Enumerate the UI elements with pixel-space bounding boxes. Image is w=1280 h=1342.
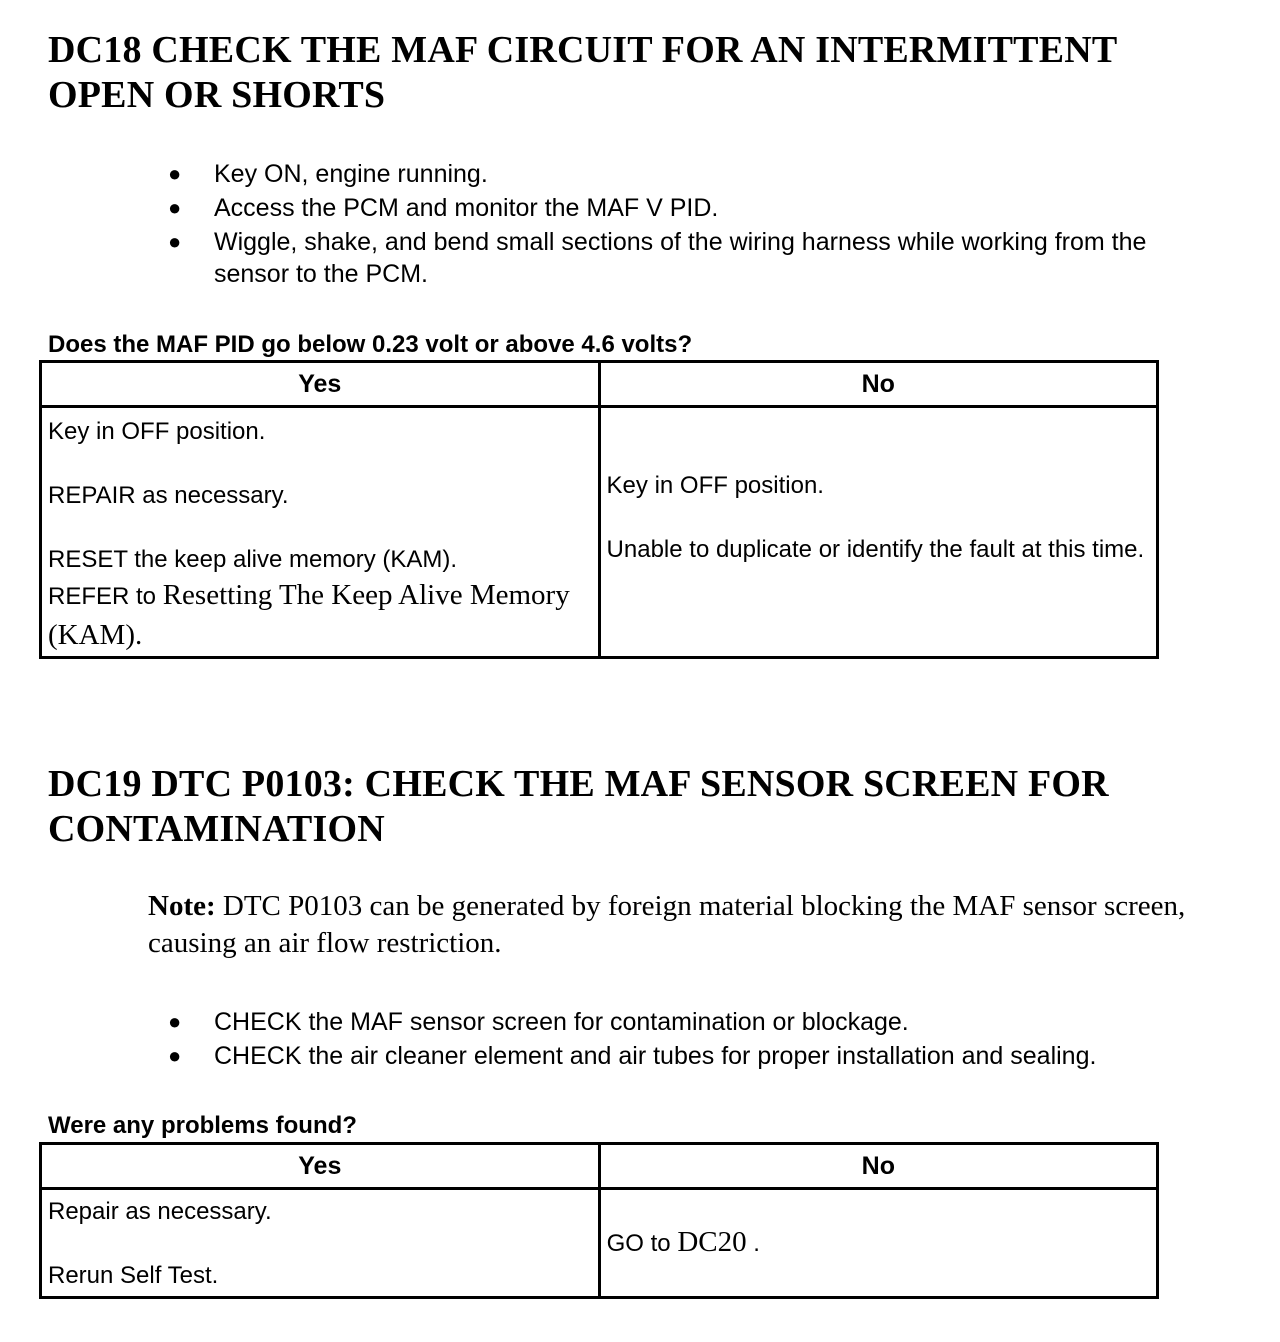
bullet-icon: ● [168,229,182,254]
decision-table-dc19 [39,1142,1159,1299]
no-line [607,1226,1150,1260]
no-line: Unable to duplicate or identify the fault at this time. [606,536,1145,563]
yes-line: Repair as necessary. [48,1198,272,1225]
step-text: Key ON, engine running. [214,160,488,188]
yes-line: RESET the keep alive memory (KAM). [48,546,458,573]
step-text: Access the PCM and monitor the MAF V PID. [214,194,719,222]
step-list-dc19 [150,1006,1220,1074]
dc20-link[interactable]: DC20 [677,1226,747,1258]
note-label: Note: [148,890,216,922]
goto-prefix: GO to [606,1230,671,1257]
section-heading-dc19: DC19 DTC P0103: CHECK THE MAF SENSOR SCREEN FOR CONTAMINATION [48,763,1109,850]
table-row [41,407,1158,658]
goto-suffix: . [753,1230,760,1257]
yes-column-header: Yes [41,362,600,407]
step-list-dc18 [150,158,1220,292]
table-header-row [41,362,1158,407]
bullet-icon: ● [168,195,182,220]
no-column-header: No [599,1144,1157,1189]
note-paragraph [148,888,1258,962]
no-cell [599,1189,1157,1298]
bullet-icon: ● [168,1009,182,1034]
decision-table-dc18 [39,360,1159,659]
section-heading-dc18: DC18 CHECK THE MAF CIRCUIT FOR AN INTERMITTENT OPEN OR SHORTS [48,29,1117,116]
yes-line: Rerun Self Test. [48,1262,219,1289]
table-row [41,1189,1158,1298]
yes-column-header: Yes [41,1144,600,1189]
no-column-header: No [599,362,1157,407]
list-item [150,158,1220,190]
yes-cell [41,407,600,658]
list-item [150,1040,1220,1072]
question-dc19: Were any problems found? [48,1112,357,1139]
refer-prefix: REFER to [48,583,157,610]
yes-line: REPAIR as necessary. [48,482,289,509]
yes-cell [41,1189,600,1298]
step-text: Wiggle, shake, and bend small sections of the wiring harness while working from the sensor to the PCM. [214,228,1147,288]
bullet-icon: ● [168,161,182,186]
step-text: CHECK the MAF sensor screen for contamination or blockage. [214,1008,909,1036]
no-line: Key in OFF position. [606,472,824,499]
table-header-row [41,1144,1158,1189]
list-item [150,192,1220,224]
kam-reset-link[interactable]: Resetting The Keep Alive Memory (KAM). [48,579,570,651]
list-item [150,1006,1220,1038]
bullet-icon: ● [168,1043,182,1068]
list-item [150,226,1220,290]
step-text: CHECK the air cleaner element and air tubes for proper installation and sealing. [214,1042,1097,1070]
refer-line [48,576,592,656]
question-dc18: Does the MAF PID go below 0.23 volt or above 4.6 volts? [48,331,693,358]
no-cell [599,407,1157,658]
note-text: DTC P0103 can be generated by foreign material blocking the MAF sensor screen, causing an air flow restriction. [148,890,1186,959]
yes-line: Key in OFF position. [48,418,266,445]
